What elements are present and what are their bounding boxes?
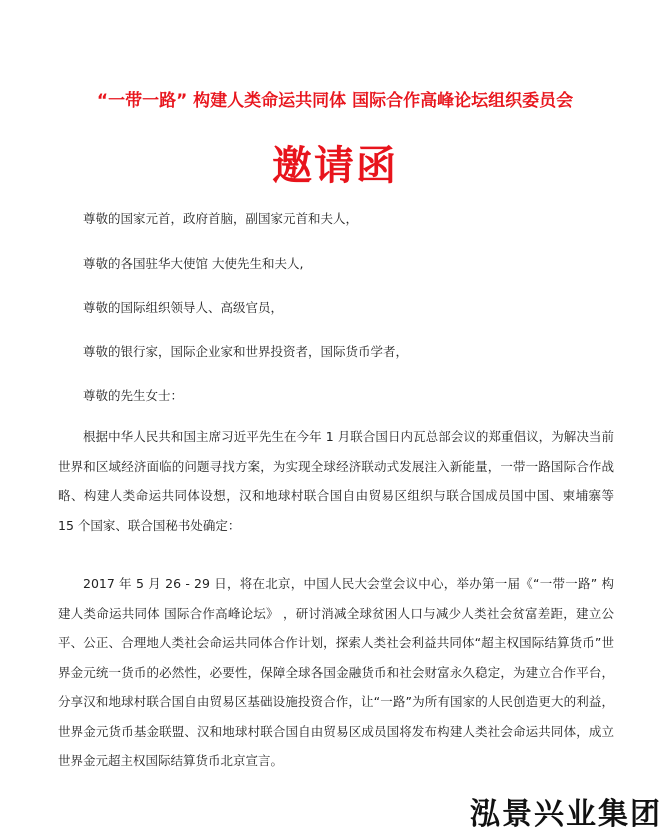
organizer-title: “一带一路” 构建人类命运共同体 国际合作高峰论坛组织委员会 (96, 91, 574, 111)
brand-watermark: 泓景兴业集团 (470, 797, 662, 832)
salutation-heads-of-state: 尊敬的国家元首，政府首脑，副国家元首和夫人， (83, 211, 359, 226)
salutation-ladies-gentlemen: 尊敬的先生女士： (83, 388, 184, 403)
salutation-bankers-investors: 尊敬的银行家，国际企业家和世界投资者，国际货币学者， (83, 344, 409, 359)
body-paragraph-forum-details: 2017 年 5 月 26 - 29 日，将在北京，中国人民大会堂会议中心，举办第一届《“一带一路” 构建人类命运共同体 国际合作高峰论坛》 ，研讨消减全球贫困人口与减少人类社会贫富差距，建立公平、公正、合理地人类社会命运共同体合作计划，探索人类社会利益共同体“超主权国际结算货币”世界金元统一货币的必然性，必要性，保障全球各国金融货币和社会财富永久稳定，为建立合作平台，分享汉和地球村联合国自由贸易区基础设施投资合作，让“一路”为所有国家的人民创造更大的利益，世界金元货币基金联盟、汉和地球村联合国自由贸易区成员国将发布构建人类社会命运共同体，成立世界金元超主权国际结算货币北京宣言。 (58, 576, 614, 768)
body-paragraph-background: 根据中华人民共和国主席习近平先生在今年 1 月联合国日内瓦总部会议的郑重倡议，为解决当前世界和区域经济面临的问题寻找方案，为实现全球经济联动式发展注入新能量，一带一路国际合作战略、构建人类命运共同体设想，汉和地球村联合国自由贸易区组织与联合国成员国中国、柬埔寨等 15 个国家、联合国秘书处确定： (58, 429, 614, 533)
salutation-ambassadors: 尊敬的各国驻华大使馆 大使先生和夫人, (83, 256, 304, 271)
salutation-international-officials: 尊敬的国际组织领导人、高级官员， (83, 300, 284, 315)
invitation-title: 邀请函 (272, 142, 398, 189)
